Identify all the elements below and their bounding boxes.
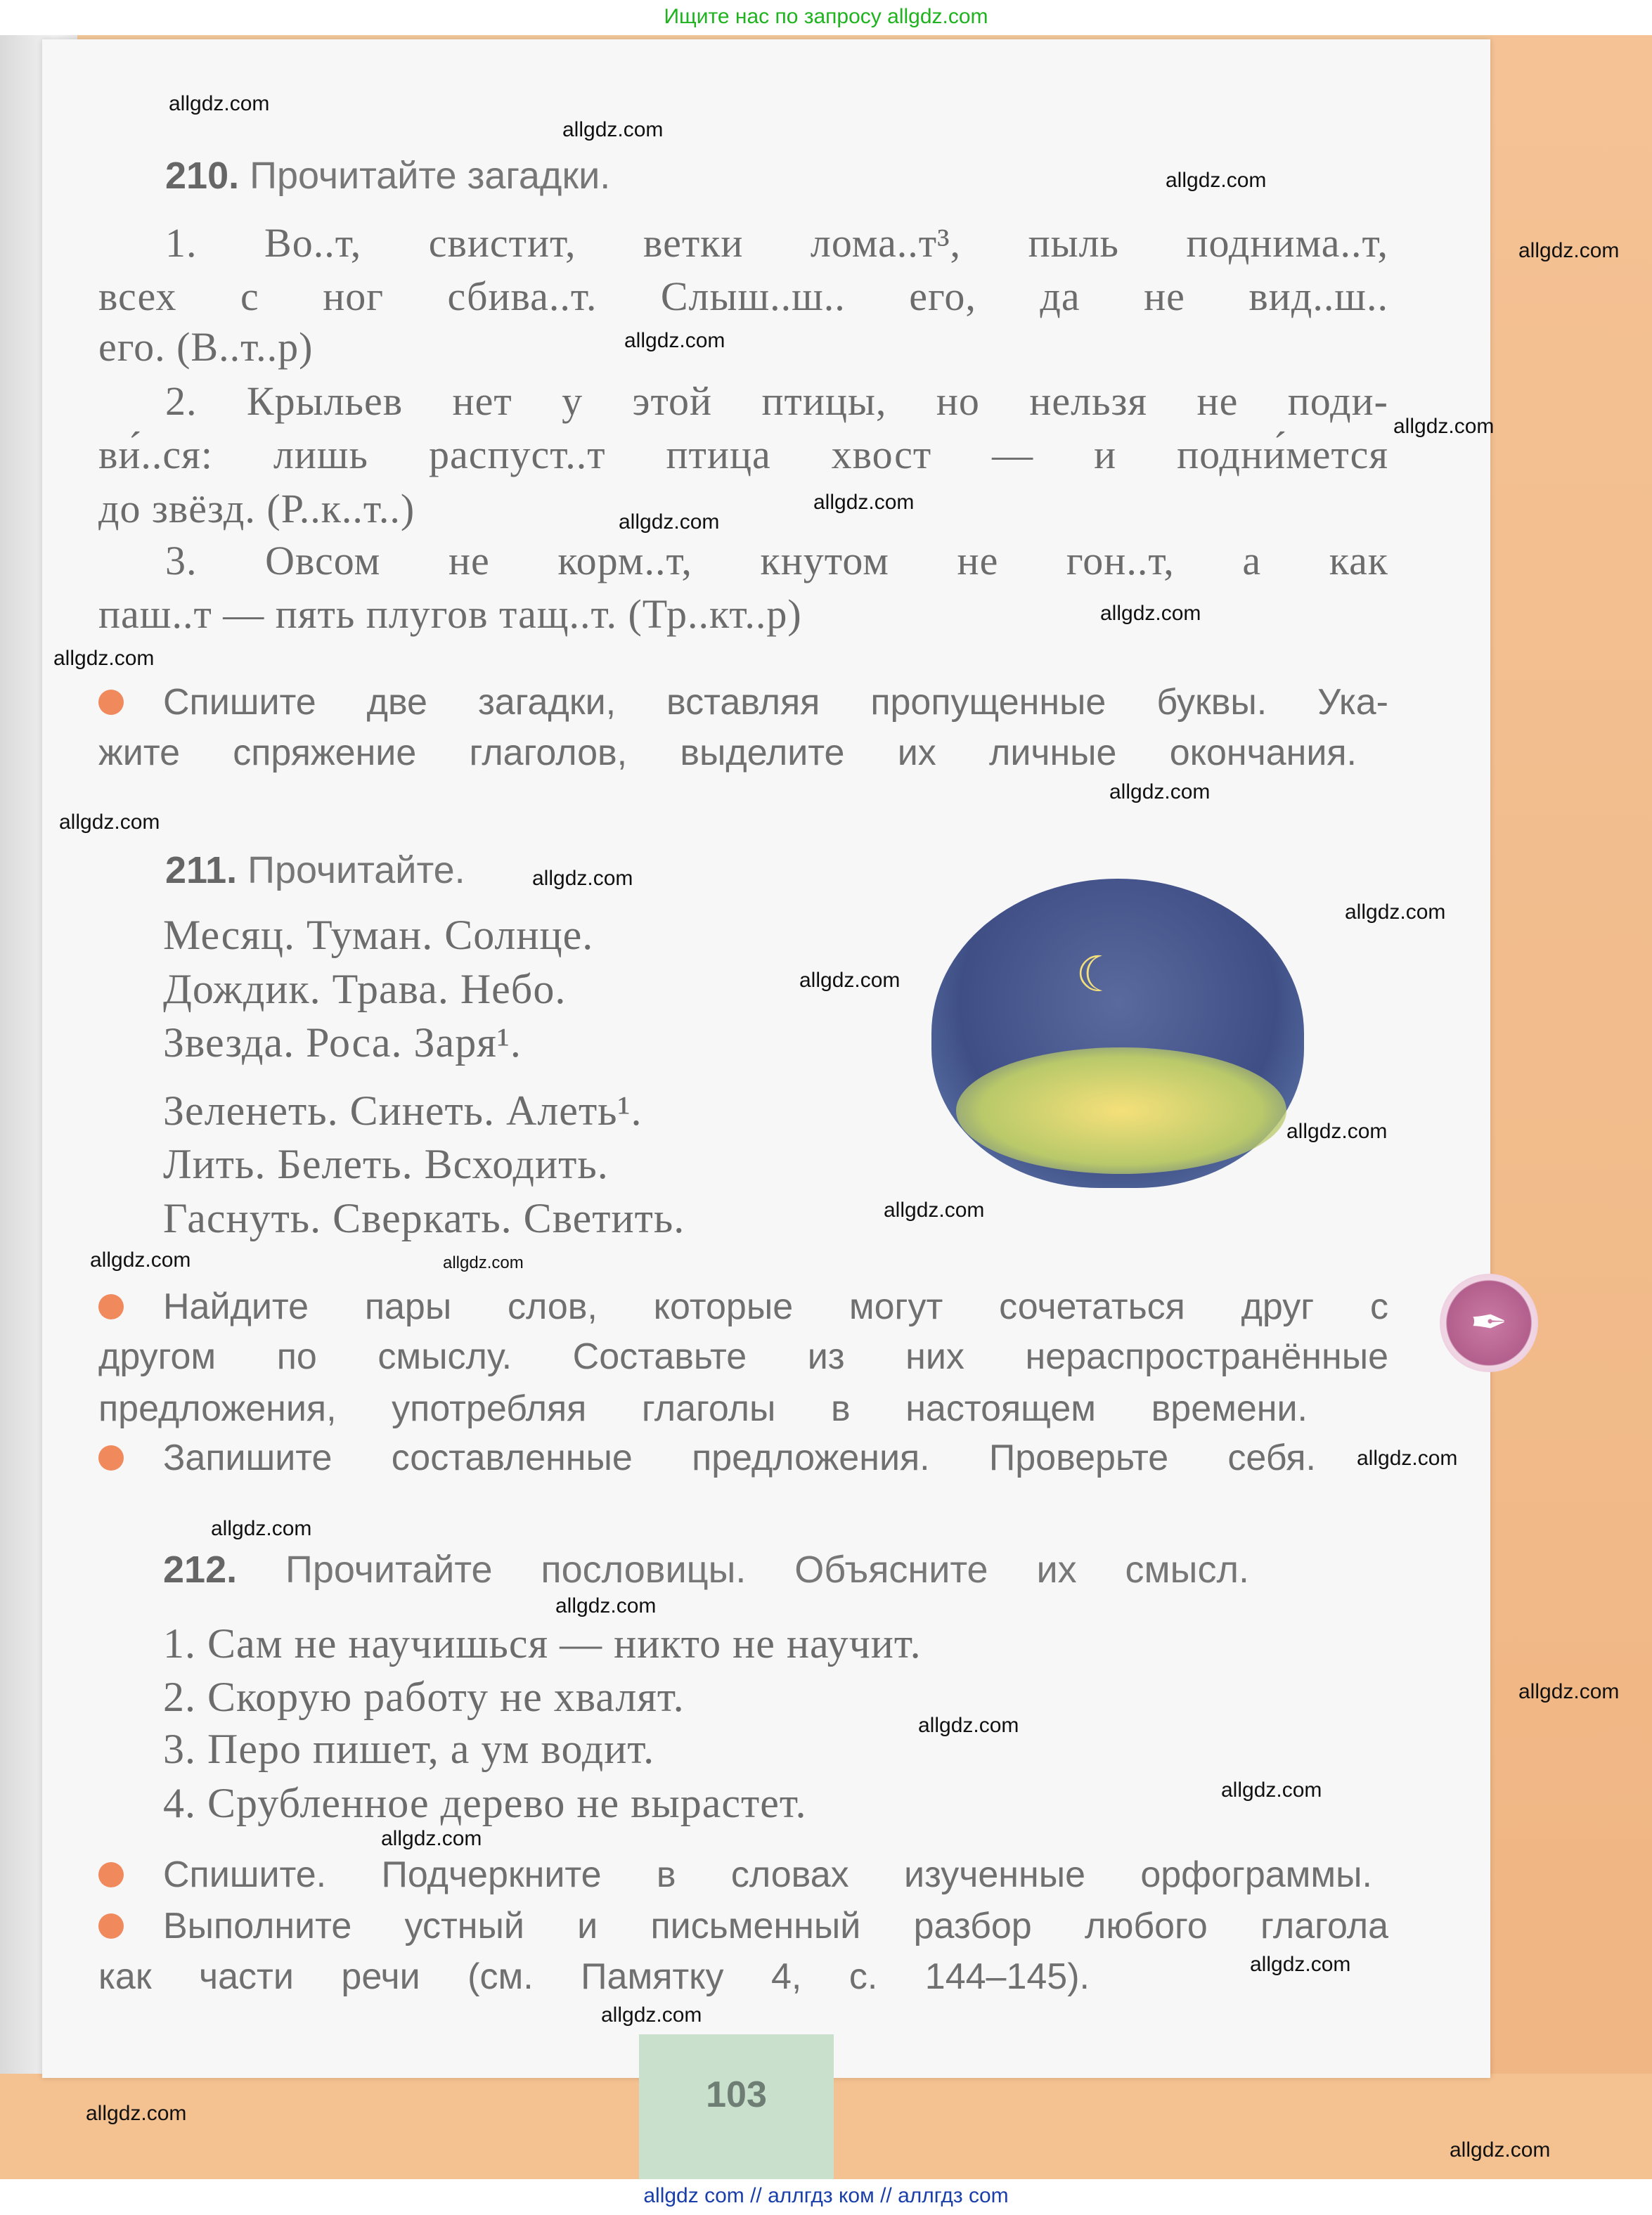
task-line: жите спряжение глаголов, выделите их личные окончания. (98, 732, 1357, 773)
pen-icon: ✒ (1440, 1274, 1538, 1372)
watermark: allgdz.com (532, 867, 633, 890)
exercise-212-heading: 212. Прочитайте пословицы. Объясните их смысл. (163, 1549, 1249, 1591)
watermark: allgdz.com (562, 118, 664, 141)
task-line: Запишите составленные предложения. Проверьте себя. (163, 1438, 1316, 1478)
watermark: allgdz.com (1450, 2138, 1551, 2162)
watermark: allgdz.com (169, 92, 270, 115)
watermark: allgdz.com (1393, 415, 1495, 438)
watermark: allgdz.com (1518, 239, 1620, 262)
page-number: 103 (706, 2074, 767, 2115)
riddle-line: 1. Во..т, свистит, ветки лома..т³, пыль поднима..т, (165, 220, 1388, 266)
watermark: allgdz.com (381, 1827, 482, 1850)
riddle-line: всех с ног сбива..т. Слыш..ш.. его, да не вид..ш.. (98, 273, 1388, 319)
task-line: Найдите пары слов, которые могут сочетаться друг с (163, 1286, 1388, 1327)
task-bullet-icon (98, 1913, 124, 1939)
proverb-line: 4. Срубленное дерево не вырастет. (163, 1780, 807, 1826)
watermark: allgdz.com (53, 647, 155, 670)
riddle-line: до звёзд. (Р..к..т..) (98, 486, 415, 531)
watermark: allgdz.com (813, 491, 915, 514)
word-line: Лить. Белеть. Всходить. (163, 1141, 609, 1187)
watermark: allgdz.com (601, 2003, 702, 2027)
moon-icon: ☾ (1076, 945, 1120, 1003)
watermark: allgdz.com (624, 329, 725, 352)
word-line: Месяц. Туман. Солнце. (163, 912, 594, 958)
watermark: allgdz.com (1518, 1680, 1620, 1703)
task-bullet-icon (98, 1862, 124, 1887)
watermark: allgdz.com (211, 1517, 312, 1540)
task-line: Выполните устный и письменный разбор любого глагола (163, 1906, 1388, 1946)
exercise-211-heading: 211. Прочитайте. (165, 849, 465, 891)
watermark: allgdz.com (90, 1248, 191, 1272)
task-line: Спишите. Подчеркните в словах изученные орфограммы. (163, 1854, 1372, 1895)
word-line: Гаснуть. Сверкать. Светить. (163, 1195, 685, 1241)
riddle-line: ви́..ся: лишь распуст..т птица хвост — и подни́мется (98, 432, 1388, 477)
task-bullet-icon (98, 1294, 124, 1319)
riddle-line: 2. Крыльев нет у этой птицы, но нельзя не поди- (165, 378, 1388, 424)
watermark: allgdz.com (619, 510, 720, 534)
task-bullet-icon (98, 1445, 124, 1471)
task-bullet-icon (98, 690, 124, 715)
watermark: allgdz.com (443, 1253, 524, 1272)
exercise-210-heading: 210. Прочитайте загадки. (165, 155, 611, 197)
word-line: Дождик. Трава. Небо. (163, 966, 567, 1012)
proverb-line: 2. Скорую работу не хвалят. (163, 1674, 685, 1720)
watermark: allgdz.com (555, 1594, 657, 1617)
watermark: allgdz.com (1250, 1953, 1351, 1976)
task-line: как части речи (см. Памятку 4, с. 144–145). (98, 1956, 1090, 1997)
watermark: allgdz.com (1109, 780, 1211, 803)
riddle-line: 3. Овсом не корм..т, кнутом не гон..т, а как (165, 538, 1388, 583)
watermark: allgdz.com (1166, 169, 1267, 192)
riddle-line: паш..т — пять плугов тащ..т. (Тр..кт..р) (98, 591, 802, 637)
proverb-line: 1. Сам не научишься — никто не научит. (163, 1620, 922, 1667)
top-banner: Ищите нас по запросу allgdz.com (0, 0, 1652, 35)
word-line: Зеленеть. Синеть. Алеть¹. (163, 1087, 643, 1134)
next-page-edge (1490, 35, 1652, 2074)
proverb-line: 3. Перо пишет, а ум водит. (163, 1726, 655, 1772)
word-line: Звезда. Роса. Заря¹. (163, 1019, 522, 1066)
watermark: allgdz.com (799, 969, 901, 992)
task-line: другом по смыслу. Составьте из них нераспространённые (98, 1336, 1388, 1377)
task-line: Спишите две загадки, вставляя пропущенные буквы. Ука- (163, 682, 1388, 723)
footer-links: allgdz com // аллгдз ком // аллгдз com (0, 2179, 1652, 2215)
watermark: allgdz.com (1286, 1120, 1388, 1143)
watermark: allgdz.com (884, 1199, 985, 1222)
dawn-glow-illustration (956, 1047, 1286, 1174)
watermark: allgdz.com (86, 2102, 187, 2125)
watermark: allgdz.com (1221, 1778, 1322, 1802)
watermark: allgdz.com (918, 1714, 1019, 1737)
watermark: allgdz.com (1345, 900, 1446, 924)
task-line: предложения, употребляя глаголы в настоящем времени. (98, 1388, 1308, 1429)
riddle-line: его. (В..т..р) (98, 324, 314, 370)
watermark: allgdz.com (59, 811, 160, 834)
watermark: allgdz.com (1357, 1447, 1458, 1470)
watermark: allgdz.com (1100, 602, 1201, 625)
